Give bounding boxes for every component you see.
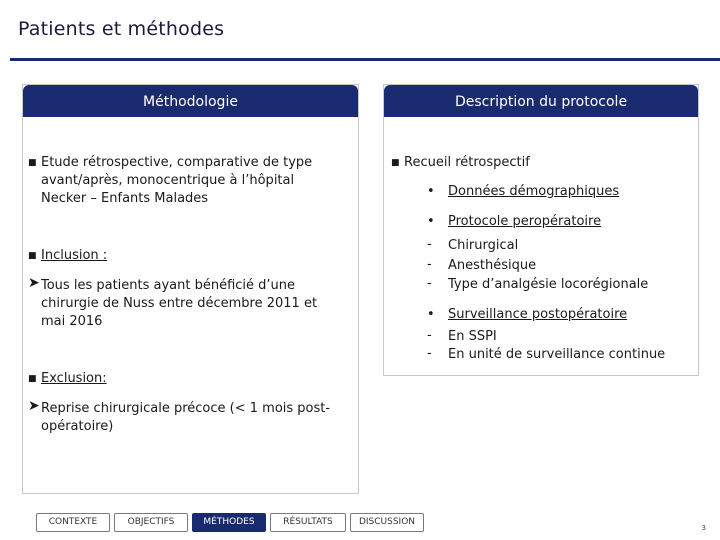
square-bullet-icon: ■ (28, 251, 37, 261)
methodology-header: Méthodologie (23, 85, 358, 117)
arrow-bullet-icon: ➤ (28, 275, 40, 291)
title-divider (10, 58, 720, 61)
periop-item: Chirurgical (448, 238, 519, 253)
square-bullet-icon: ■ (28, 374, 37, 384)
dot-bullet-icon: • (427, 214, 435, 229)
square-bullet-icon: ■ (391, 158, 400, 168)
dash-bullet-icon: - (427, 257, 432, 272)
dash-bullet-icon: - (427, 328, 432, 343)
postop-text: Surveillance postopératoire (448, 307, 628, 322)
nav-objectifs[interactable]: OBJECTIFS (114, 513, 188, 532)
study-line-1: Etude rétrospective, comparative de type (41, 155, 313, 170)
study-line-3: Necker – Enfants Malades (41, 191, 209, 206)
dash-bullet-icon: - (427, 346, 432, 361)
dot-bullet-icon: • (427, 307, 435, 322)
square-bullet-icon: ■ (28, 158, 37, 168)
study-line-2: avant/après, monocentrique à l’hôpital (41, 173, 295, 188)
postop-item: En SSPI (448, 329, 497, 344)
inclusion-line-3: mai 2016 (41, 314, 103, 329)
exclusion-line-1: Reprise chirurgicale précoce (< 1 mois post- (41, 401, 331, 416)
recueil-text: Recueil rétrospectif (404, 155, 530, 170)
page-number: 3 (701, 524, 706, 532)
nav-discussion[interactable]: DISCUSSION (350, 513, 424, 532)
protocol-header: Description du protocole (384, 85, 698, 117)
inclusion-line-2: chirurgie de Nuss entre décembre 2011 et (41, 296, 318, 311)
dash-bullet-icon: - (427, 237, 432, 252)
inclusion-line-1: Tous les patients ayant bénéficié d’une (41, 278, 296, 293)
periop-item: Anesthésique (448, 258, 537, 273)
demographic-text: Données démographiques (448, 184, 620, 199)
postop-item: En unité de surveillance continue (448, 347, 666, 362)
exclusion-label: Exclusion: (41, 371, 107, 386)
nav-methodes[interactable]: MÉTHODES (192, 513, 266, 532)
arrow-bullet-icon: ➤ (28, 398, 40, 414)
nav-resultats[interactable]: RÉSULTATS (270, 513, 346, 532)
dot-bullet-icon: • (427, 184, 435, 199)
exclusion-line-2: opératoire) (41, 419, 114, 434)
slide-title: Patients et méthodes (18, 18, 225, 40)
nav-contexte[interactable]: CONTEXTE (36, 513, 110, 532)
periop-item: Type d’analgésie locorégionale (448, 277, 649, 292)
inclusion-label: Inclusion : (41, 248, 108, 263)
dash-bullet-icon: - (427, 276, 432, 291)
periop-text: Protocole peropératoire (448, 214, 602, 229)
